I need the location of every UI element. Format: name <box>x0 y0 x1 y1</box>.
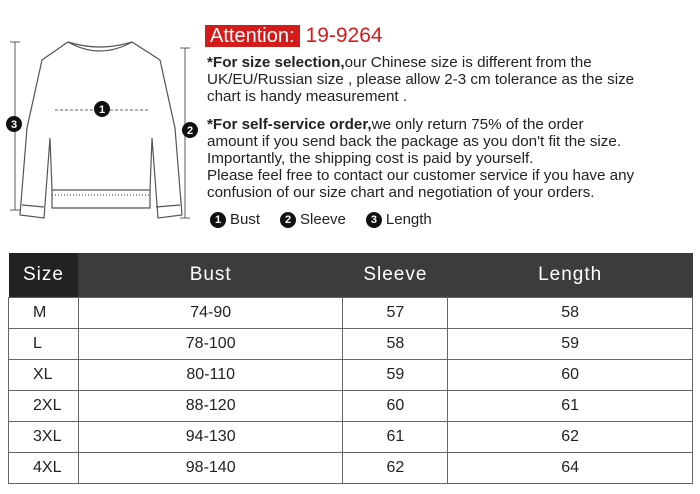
length-cell: 62 <box>448 422 693 453</box>
legend-item-bust <box>210 211 260 228</box>
legend-label: Sleeve <box>300 211 346 228</box>
svg-text:1: 1 <box>98 104 106 116</box>
header-size: Size <box>9 253 79 298</box>
table-row <box>9 329 693 360</box>
measurement-legend <box>210 211 432 228</box>
sleeve-cell: 60 <box>343 391 448 422</box>
sleeve-cell: 61 <box>343 422 448 453</box>
size-cell: XL <box>9 360 79 391</box>
table-header-row <box>9 253 693 298</box>
note-heading: *For self-service order, <box>207 116 372 133</box>
table-row <box>9 360 693 391</box>
length-cell: 58 <box>448 298 693 329</box>
product-code: 19-9264 <box>305 24 383 47</box>
sleeve-cell: 57 <box>343 298 448 329</box>
bust-cell: 80-110 <box>78 360 343 391</box>
bust-cell: 74-90 <box>78 298 343 329</box>
size-selection-note <box>207 54 634 105</box>
number-3-icon: 3 <box>366 212 382 228</box>
length-cell: 61 <box>448 391 693 422</box>
marker-length <box>6 116 22 132</box>
note-line: UK/EU/Russian size , please allow 2-3 cm tolerance as the size <box>207 71 635 88</box>
bust-cell: 94-130 <box>78 422 343 453</box>
note-text: our Chinese size is different from the <box>344 54 592 71</box>
table-row <box>9 298 693 329</box>
bust-cell: 98-140 <box>78 453 343 484</box>
table-row <box>9 422 693 453</box>
self-service-note <box>207 116 634 201</box>
size-cell: 3XL <box>9 422 79 453</box>
size-chart-table <box>8 253 693 484</box>
length-cell: 64 <box>448 453 693 484</box>
size-cell: 2XL <box>9 391 79 422</box>
size-cell: L <box>9 329 79 360</box>
note-line: Please feel free to contact our customer service if you have any <box>207 167 635 184</box>
bust-cell: 88-120 <box>78 391 343 422</box>
note-line: Importantly, the shipping cost is paid by yourself. <box>207 150 534 167</box>
size-cell: M <box>9 298 79 329</box>
table-row <box>9 453 693 484</box>
sweater-diagram <box>0 20 200 235</box>
marker-bust <box>94 101 110 117</box>
note-line: amount if you send back the package as you don't fit the size. <box>207 133 622 150</box>
svg-text:3: 3 <box>10 119 18 131</box>
number-1-icon: 1 <box>210 212 226 228</box>
note-line: confusion of our size chart and negotiation of your orders. <box>207 184 595 201</box>
size-cell: 4XL <box>9 453 79 484</box>
length-cell: 59 <box>448 329 693 360</box>
marker-sleeve <box>182 122 198 138</box>
sleeve-cell: 58 <box>343 329 448 360</box>
length-cell: 60 <box>448 360 693 391</box>
legend-label: Length <box>385 211 432 228</box>
legend-item-length <box>366 211 432 228</box>
header-bust: Bust <box>78 253 343 298</box>
number-2-icon: 2 <box>280 212 296 228</box>
legend-item-sleeve <box>280 211 346 228</box>
header-length: Length <box>448 253 693 298</box>
attention-label: Attention: <box>205 25 300 47</box>
bust-cell: 78-100 <box>78 329 343 360</box>
sweater-outline-icon <box>20 42 182 218</box>
header-sleeve: Sleeve <box>343 253 448 298</box>
sleeve-cell: 62 <box>343 453 448 484</box>
note-text: we only return 75% of the order <box>371 116 584 133</box>
sleeve-cell: 59 <box>343 360 448 391</box>
legend-label: Bust <box>230 211 261 228</box>
note-heading: *For size selection, <box>207 54 345 71</box>
table-row <box>9 391 693 422</box>
note-line: chart is handy measurement . <box>207 88 408 105</box>
attention-banner <box>205 25 383 47</box>
svg-text:2: 2 <box>186 125 194 137</box>
